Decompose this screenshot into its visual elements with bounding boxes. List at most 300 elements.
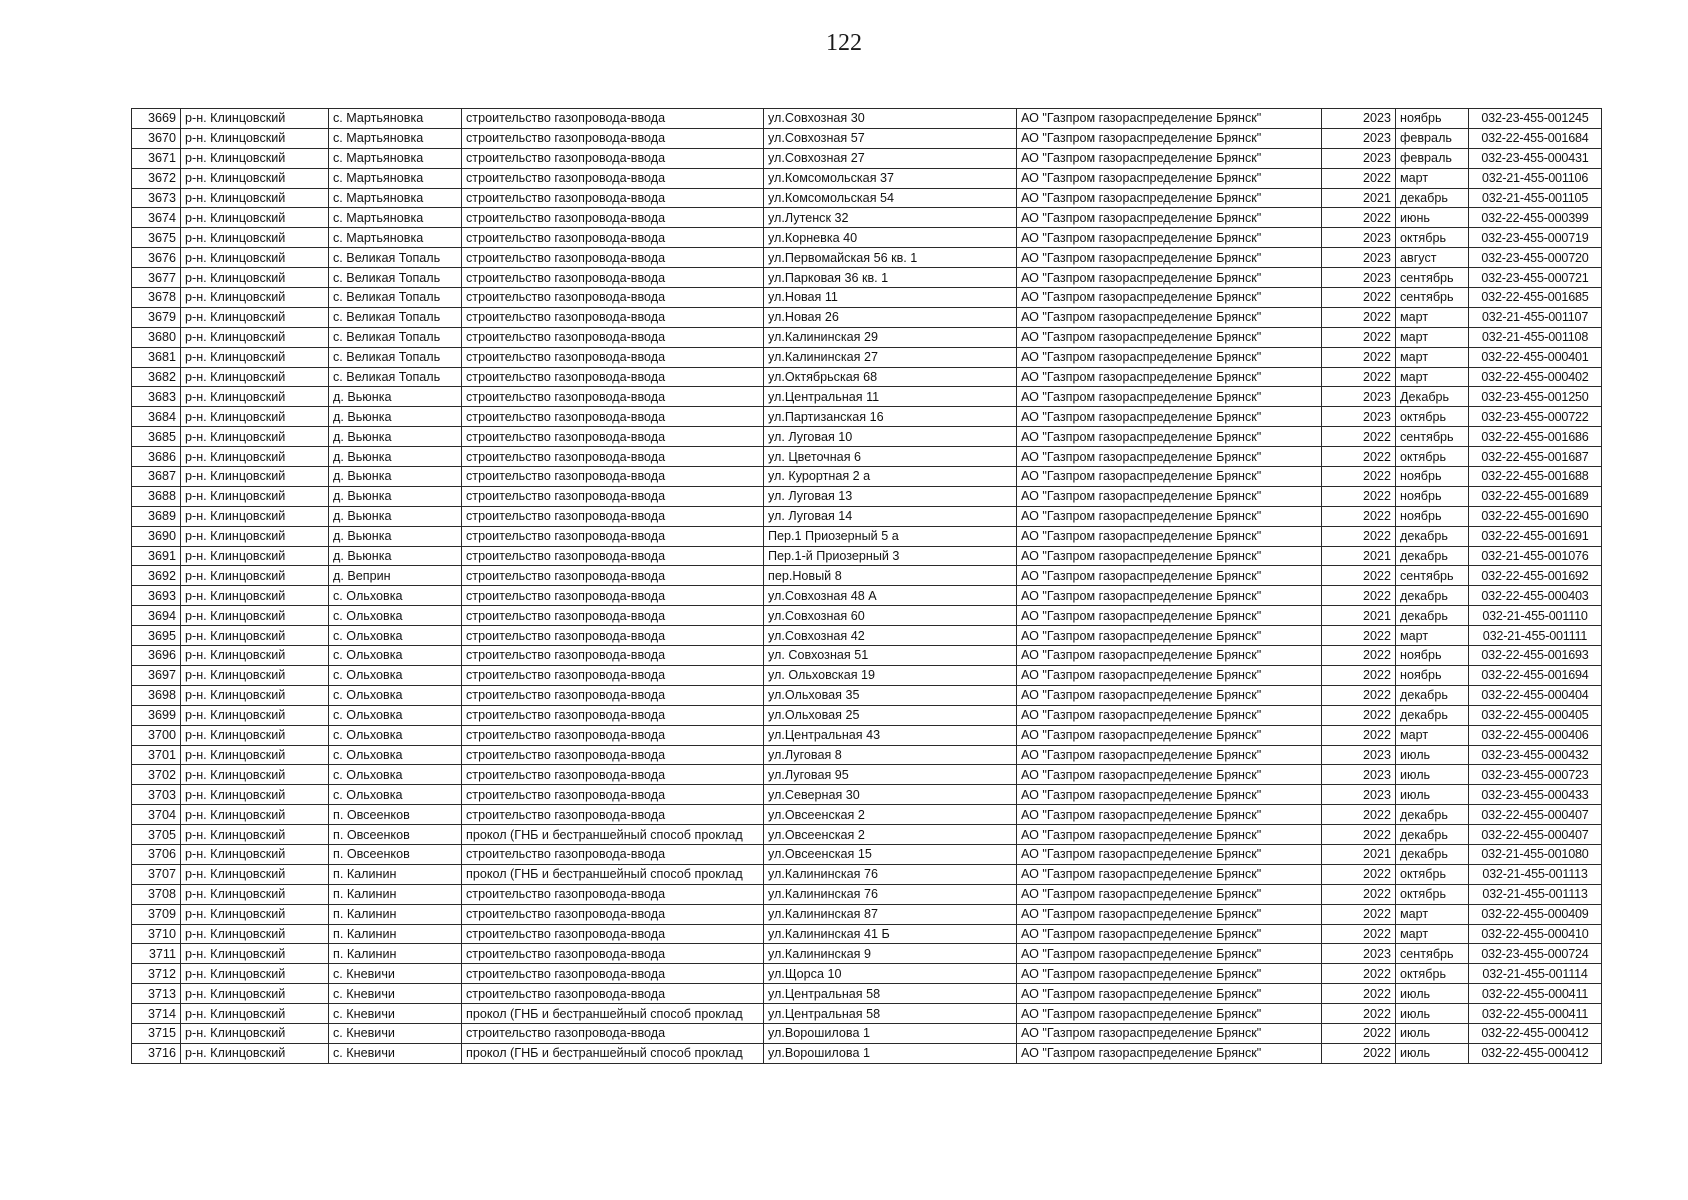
district-cell: р-н. Клинцовский: [181, 665, 329, 685]
address-cell: ул.Центральная 11: [764, 387, 1017, 407]
settlement-cell: с. Ольховка: [329, 745, 462, 765]
row-number: 3693: [132, 586, 181, 606]
month-cell: март: [1396, 725, 1469, 745]
month-cell: ноябрь: [1396, 506, 1469, 526]
organization-cell: АО "Газпром газораспределение Брянск": [1017, 944, 1322, 964]
district-cell: р-н. Клинцовский: [181, 447, 329, 467]
row-number: 3715: [132, 1023, 181, 1043]
work-type-cell: строительство газопровода-ввода: [462, 904, 764, 924]
address-cell: ул. Цветочная 6: [764, 447, 1017, 467]
settlement-cell: с. Великая Топаль: [329, 288, 462, 308]
organization-cell: АО "Газпром газораспределение Брянск": [1017, 1004, 1322, 1024]
year-cell: 2022: [1322, 566, 1396, 586]
row-number: 3701: [132, 745, 181, 765]
district-cell: р-н. Клинцовский: [181, 765, 329, 785]
year-cell: 2022: [1322, 1043, 1396, 1063]
settlement-cell: с. Мартьяновка: [329, 148, 462, 168]
code-cell: 032-23-455-000723: [1469, 765, 1602, 785]
table-row: [132, 1043, 1602, 1063]
code-cell: 032-22-455-000405: [1469, 705, 1602, 725]
settlement-cell: с. Великая Топаль: [329, 347, 462, 367]
district-cell: р-н. Клинцовский: [181, 725, 329, 745]
code-cell: 032-23-455-000722: [1469, 407, 1602, 427]
row-number: 3682: [132, 367, 181, 387]
address-cell: ул.Совхозная 48 А: [764, 586, 1017, 606]
settlement-cell: д. Вьюнка: [329, 506, 462, 526]
work-type-cell: строительство газопровода-ввода: [462, 387, 764, 407]
district-cell: р-н. Клинцовский: [181, 188, 329, 208]
organization-cell: АО "Газпром газораспределение Брянск": [1017, 128, 1322, 148]
register-body: [132, 109, 1602, 1064]
work-type-cell: строительство газопровода-ввода: [462, 984, 764, 1004]
organization-cell: АО "Газпром газораспределение Брянск": [1017, 1023, 1322, 1043]
row-number: 3675: [132, 228, 181, 248]
table-row: [132, 904, 1602, 924]
work-type-cell: строительство газопровода-ввода: [462, 785, 764, 805]
code-cell: 032-22-455-000403: [1469, 586, 1602, 606]
settlement-cell: с. Кневичи: [329, 964, 462, 984]
year-cell: 2022: [1322, 884, 1396, 904]
code-cell: 032-23-455-000721: [1469, 268, 1602, 288]
row-number: 3698: [132, 685, 181, 705]
row-number: 3710: [132, 924, 181, 944]
address-cell: ул.Калининская 76: [764, 864, 1017, 884]
row-number: 3684: [132, 407, 181, 427]
organization-cell: АО "Газпром газораспределение Брянск": [1017, 924, 1322, 944]
code-cell: 032-22-455-000411: [1469, 984, 1602, 1004]
work-type-cell: строительство газопровода-ввода: [462, 665, 764, 685]
year-cell: 2022: [1322, 626, 1396, 646]
row-number: 3688: [132, 486, 181, 506]
work-type-cell: строительство газопровода-ввода: [462, 805, 764, 825]
organization-cell: АО "Газпром газораспределение Брянск": [1017, 626, 1322, 646]
organization-cell: АО "Газпром газораспределение Брянск": [1017, 467, 1322, 487]
work-type-cell: строительство газопровода-ввода: [462, 248, 764, 268]
row-number: 3678: [132, 288, 181, 308]
table-row: [132, 109, 1602, 129]
organization-cell: АО "Газпром газораспределение Брянск": [1017, 606, 1322, 626]
district-cell: р-н. Клинцовский: [181, 984, 329, 1004]
year-cell: 2022: [1322, 924, 1396, 944]
code-cell: 032-23-455-000720: [1469, 248, 1602, 268]
address-cell: ул. Совхозная 51: [764, 646, 1017, 666]
table-row: [132, 546, 1602, 566]
table-row: [132, 387, 1602, 407]
month-cell: март: [1396, 307, 1469, 327]
row-number: 3672: [132, 168, 181, 188]
address-cell: ул.Центральная 58: [764, 1004, 1017, 1024]
district-cell: р-н. Клинцовский: [181, 148, 329, 168]
code-cell: 032-22-455-000409: [1469, 904, 1602, 924]
work-type-cell: строительство газопровода-ввода: [462, 327, 764, 347]
district-cell: р-н. Клинцовский: [181, 685, 329, 705]
month-cell: март: [1396, 327, 1469, 347]
year-cell: 2021: [1322, 546, 1396, 566]
organization-cell: АО "Газпром газораспределение Брянск": [1017, 407, 1322, 427]
organization-cell: АО "Газпром газораспределение Брянск": [1017, 745, 1322, 765]
code-cell: 032-21-455-001110: [1469, 606, 1602, 626]
organization-cell: АО "Газпром газораспределение Брянск": [1017, 268, 1322, 288]
year-cell: 2022: [1322, 964, 1396, 984]
settlement-cell: с. Ольховка: [329, 665, 462, 685]
work-type-cell: строительство газопровода-ввода: [462, 228, 764, 248]
address-cell: ул. Курортная 2 а: [764, 467, 1017, 487]
work-type-cell: строительство газопровода-ввода: [462, 626, 764, 646]
organization-cell: АО "Газпром газораспределение Брянск": [1017, 526, 1322, 546]
month-cell: март: [1396, 904, 1469, 924]
work-type-cell: строительство газопровода-ввода: [462, 546, 764, 566]
work-type-cell: строительство газопровода-ввода: [462, 486, 764, 506]
month-cell: Декабрь: [1396, 387, 1469, 407]
code-cell: 032-23-455-001250: [1469, 387, 1602, 407]
district-cell: р-н. Клинцовский: [181, 407, 329, 427]
district-cell: р-н. Клинцовский: [181, 884, 329, 904]
month-cell: март: [1396, 367, 1469, 387]
code-cell: 032-21-455-001107: [1469, 307, 1602, 327]
address-cell: ул.Ольховая 25: [764, 705, 1017, 725]
address-cell: ул.Луговая 8: [764, 745, 1017, 765]
address-cell: ул.Совхозная 27: [764, 148, 1017, 168]
code-cell: 032-23-455-000719: [1469, 228, 1602, 248]
district-cell: р-н. Клинцовский: [181, 566, 329, 586]
address-cell: ул.Совхозная 30: [764, 109, 1017, 129]
row-number: 3669: [132, 109, 181, 129]
settlement-cell: с. Великая Топаль: [329, 367, 462, 387]
month-cell: декабрь: [1396, 685, 1469, 705]
work-type-cell: строительство газопровода-ввода: [462, 407, 764, 427]
table-row: [132, 268, 1602, 288]
organization-cell: АО "Газпром газораспределение Брянск": [1017, 984, 1322, 1004]
row-number: 3694: [132, 606, 181, 626]
settlement-cell: с. Мартьяновка: [329, 168, 462, 188]
row-number: 3703: [132, 785, 181, 805]
work-type-cell: строительство газопровода-ввода: [462, 705, 764, 725]
table-row: [132, 646, 1602, 666]
organization-cell: АО "Газпром газораспределение Брянск": [1017, 228, 1322, 248]
year-cell: 2023: [1322, 765, 1396, 785]
address-cell: ул.Калининская 87: [764, 904, 1017, 924]
settlement-cell: с. Ольховка: [329, 725, 462, 745]
address-cell: ул.Ольховая 35: [764, 685, 1017, 705]
settlement-cell: п. Овсеенков: [329, 805, 462, 825]
settlement-cell: п. Калинин: [329, 884, 462, 904]
year-cell: 2023: [1322, 268, 1396, 288]
settlement-cell: д. Вьюнка: [329, 407, 462, 427]
month-cell: декабрь: [1396, 546, 1469, 566]
work-type-cell: строительство газопровода-ввода: [462, 307, 764, 327]
code-cell: 032-21-455-001076: [1469, 546, 1602, 566]
row-number: 3709: [132, 904, 181, 924]
address-cell: ул.Центральная 58: [764, 984, 1017, 1004]
work-type-cell: строительство газопровода-ввода: [462, 924, 764, 944]
year-cell: 2022: [1322, 486, 1396, 506]
code-cell: 032-23-455-000724: [1469, 944, 1602, 964]
address-cell: ул.Северная 30: [764, 785, 1017, 805]
organization-cell: АО "Газпром газораспределение Брянск": [1017, 447, 1322, 467]
month-cell: декабрь: [1396, 188, 1469, 208]
settlement-cell: с. Ольховка: [329, 785, 462, 805]
district-cell: р-н. Клинцовский: [181, 864, 329, 884]
settlement-cell: д. Вьюнка: [329, 526, 462, 546]
settlement-cell: с. Кневичи: [329, 1023, 462, 1043]
table-row: [132, 765, 1602, 785]
table-row: [132, 367, 1602, 387]
address-cell: ул.Калининская 41 Б: [764, 924, 1017, 944]
address-cell: ул. Луговая 14: [764, 506, 1017, 526]
work-type-cell: строительство газопровода-ввода: [462, 467, 764, 487]
district-cell: р-н. Клинцовский: [181, 586, 329, 606]
month-cell: июль: [1396, 1043, 1469, 1063]
month-cell: декабрь: [1396, 705, 1469, 725]
settlement-cell: д. Вьюнка: [329, 447, 462, 467]
address-cell: ул.Комсомольская 54: [764, 188, 1017, 208]
table-row: [132, 924, 1602, 944]
code-cell: 032-22-455-000407: [1469, 805, 1602, 825]
work-type-cell: строительство газопровода-ввода: [462, 148, 764, 168]
year-cell: 2022: [1322, 646, 1396, 666]
settlement-cell: с. Кневичи: [329, 1043, 462, 1063]
code-cell: 032-22-455-001685: [1469, 288, 1602, 308]
organization-cell: АО "Газпром газораспределение Брянск": [1017, 665, 1322, 685]
table-row: [132, 705, 1602, 725]
work-type-cell: строительство газопровода-ввода: [462, 288, 764, 308]
district-cell: р-н. Клинцовский: [181, 128, 329, 148]
district-cell: р-н. Клинцовский: [181, 606, 329, 626]
month-cell: сентябрь: [1396, 288, 1469, 308]
code-cell: 032-22-455-001688: [1469, 467, 1602, 487]
month-cell: сентябрь: [1396, 944, 1469, 964]
address-cell: ул.Новая 11: [764, 288, 1017, 308]
row-number: 3706: [132, 844, 181, 864]
year-cell: 2022: [1322, 665, 1396, 685]
year-cell: 2022: [1322, 208, 1396, 228]
month-cell: октябрь: [1396, 964, 1469, 984]
work-type-cell: строительство газопровода-ввода: [462, 168, 764, 188]
month-cell: ноябрь: [1396, 665, 1469, 685]
organization-cell: АО "Газпром газораспределение Брянск": [1017, 427, 1322, 447]
month-cell: март: [1396, 924, 1469, 944]
organization-cell: АО "Газпром газораспределение Брянск": [1017, 685, 1322, 705]
year-cell: 2023: [1322, 148, 1396, 168]
code-cell: 032-22-455-000410: [1469, 924, 1602, 944]
code-cell: 032-22-455-000407: [1469, 825, 1602, 845]
organization-cell: АО "Газпром газораспределение Брянск": [1017, 168, 1322, 188]
month-cell: сентябрь: [1396, 427, 1469, 447]
district-cell: р-н. Клинцовский: [181, 705, 329, 725]
year-cell: 2023: [1322, 944, 1396, 964]
row-number: 3708: [132, 884, 181, 904]
year-cell: 2022: [1322, 825, 1396, 845]
work-type-cell: строительство газопровода-ввода: [462, 347, 764, 367]
settlement-cell: с. Кневичи: [329, 1004, 462, 1024]
work-type-cell: строительство газопровода-ввода: [462, 447, 764, 467]
work-type-cell: строительство газопровода-ввода: [462, 725, 764, 745]
code-cell: 032-22-455-001694: [1469, 665, 1602, 685]
district-cell: р-н. Клинцовский: [181, 168, 329, 188]
district-cell: р-н. Клинцовский: [181, 208, 329, 228]
settlement-cell: с. Великая Топаль: [329, 248, 462, 268]
row-number: 3695: [132, 626, 181, 646]
district-cell: р-н. Клинцовский: [181, 904, 329, 924]
settlement-cell: с. Кневичи: [329, 984, 462, 1004]
district-cell: р-н. Клинцовский: [181, 387, 329, 407]
row-number: 3687: [132, 467, 181, 487]
table-row: [132, 665, 1602, 685]
code-cell: 032-21-455-001105: [1469, 188, 1602, 208]
address-cell: ул.Калининская 76: [764, 884, 1017, 904]
month-cell: март: [1396, 347, 1469, 367]
year-cell: 2022: [1322, 367, 1396, 387]
month-cell: июль: [1396, 765, 1469, 785]
work-type-cell: строительство газопровода-ввода: [462, 128, 764, 148]
settlement-cell: с. Ольховка: [329, 586, 462, 606]
settlement-cell: с. Мартьяновка: [329, 228, 462, 248]
settlement-cell: д. Веприн: [329, 566, 462, 586]
settlement-cell: с. Ольховка: [329, 765, 462, 785]
settlement-cell: с. Ольховка: [329, 606, 462, 626]
year-cell: 2022: [1322, 168, 1396, 188]
code-cell: 032-22-455-001690: [1469, 506, 1602, 526]
settlement-cell: с. Мартьяновка: [329, 128, 462, 148]
organization-cell: АО "Газпром газораспределение Брянск": [1017, 825, 1322, 845]
district-cell: р-н. Клинцовский: [181, 944, 329, 964]
code-cell: 032-22-455-001687: [1469, 447, 1602, 467]
month-cell: октябрь: [1396, 228, 1469, 248]
year-cell: 2023: [1322, 387, 1396, 407]
address-cell: ул.Октябрьская 68: [764, 367, 1017, 387]
organization-cell: АО "Газпром газораспределение Брянск": [1017, 367, 1322, 387]
district-cell: р-н. Клинцовский: [181, 526, 329, 546]
work-type-cell: строительство газопровода-ввода: [462, 844, 764, 864]
table-row: [132, 785, 1602, 805]
work-type-cell: строительство газопровода-ввода: [462, 964, 764, 984]
settlement-cell: с. Ольховка: [329, 705, 462, 725]
work-type-cell: строительство газопровода-ввода: [462, 685, 764, 705]
address-cell: ул.Овсеенская 15: [764, 844, 1017, 864]
table-row: [132, 725, 1602, 745]
work-type-cell: строительство газопровода-ввода: [462, 606, 764, 626]
address-cell: ул.Калининская 29: [764, 327, 1017, 347]
year-cell: 2022: [1322, 347, 1396, 367]
table-row: [132, 745, 1602, 765]
row-number: 3711: [132, 944, 181, 964]
code-cell: 032-21-455-001113: [1469, 884, 1602, 904]
month-cell: июль: [1396, 745, 1469, 765]
table-row: [132, 248, 1602, 268]
table-row: [132, 685, 1602, 705]
organization-cell: АО "Газпром газораспределение Брянск": [1017, 964, 1322, 984]
address-cell: ул.Ворошилова 1: [764, 1023, 1017, 1043]
district-cell: р-н. Клинцовский: [181, 109, 329, 129]
year-cell: 2022: [1322, 904, 1396, 924]
year-cell: 2021: [1322, 606, 1396, 626]
district-cell: р-н. Клинцовский: [181, 288, 329, 308]
row-number: 3674: [132, 208, 181, 228]
table-row: [132, 327, 1602, 347]
address-cell: ул.Первомайская 56 кв. 1: [764, 248, 1017, 268]
settlement-cell: с. Ольховка: [329, 646, 462, 666]
month-cell: февраль: [1396, 148, 1469, 168]
code-cell: 032-22-455-000406: [1469, 725, 1602, 745]
work-type-cell: прокол (ГНБ и бестраншейный способ проклад: [462, 1004, 764, 1024]
district-cell: р-н. Клинцовский: [181, 964, 329, 984]
code-cell: 032-22-455-000412: [1469, 1043, 1602, 1063]
row-number: 3697: [132, 665, 181, 685]
work-type-cell: строительство газопровода-ввода: [462, 506, 764, 526]
settlement-cell: с. Ольховка: [329, 626, 462, 646]
district-cell: р-н. Клинцовский: [181, 745, 329, 765]
address-cell: ул.Калининская 27: [764, 347, 1017, 367]
table-row: [132, 566, 1602, 586]
settlement-cell: с. Великая Топаль: [329, 307, 462, 327]
address-cell: ул.Центральная 43: [764, 725, 1017, 745]
table-row: [132, 526, 1602, 546]
settlement-cell: п. Калинин: [329, 904, 462, 924]
row-number: 3680: [132, 327, 181, 347]
row-number: 3692: [132, 566, 181, 586]
month-cell: март: [1396, 168, 1469, 188]
month-cell: октябрь: [1396, 407, 1469, 427]
work-type-cell: строительство газопровода-ввода: [462, 526, 764, 546]
code-cell: 032-22-455-000402: [1469, 367, 1602, 387]
address-cell: ул. Ольховская 19: [764, 665, 1017, 685]
month-cell: декабрь: [1396, 825, 1469, 845]
settlement-cell: с. Великая Топаль: [329, 327, 462, 347]
settlement-cell: д. Вьюнка: [329, 427, 462, 447]
month-cell: июль: [1396, 1023, 1469, 1043]
month-cell: октябрь: [1396, 864, 1469, 884]
code-cell: 032-22-455-000411: [1469, 1004, 1602, 1024]
year-cell: 2023: [1322, 407, 1396, 427]
year-cell: 2022: [1322, 526, 1396, 546]
district-cell: р-н. Клинцовский: [181, 626, 329, 646]
settlement-cell: с. Мартьяновка: [329, 188, 462, 208]
row-number: 3683: [132, 387, 181, 407]
table-row: [132, 626, 1602, 646]
table-row: [132, 964, 1602, 984]
work-type-cell: строительство газопровода-ввода: [462, 566, 764, 586]
table-row: [132, 825, 1602, 845]
district-cell: р-н. Клинцовский: [181, 924, 329, 944]
address-cell: ул.Ворошилова 1: [764, 1043, 1017, 1063]
code-cell: 032-22-455-000404: [1469, 685, 1602, 705]
year-cell: 2023: [1322, 248, 1396, 268]
work-type-cell: строительство газопровода-ввода: [462, 646, 764, 666]
table-row: [132, 148, 1602, 168]
month-cell: июль: [1396, 1004, 1469, 1024]
code-cell: 032-23-455-001245: [1469, 109, 1602, 129]
month-cell: март: [1396, 626, 1469, 646]
row-number: 3696: [132, 646, 181, 666]
year-cell: 2022: [1322, 725, 1396, 745]
district-cell: р-н. Клинцовский: [181, 327, 329, 347]
work-type-cell: прокол (ГНБ и бестраншейный способ проклад: [462, 1043, 764, 1063]
register-table: [131, 108, 1602, 1064]
month-cell: октябрь: [1396, 447, 1469, 467]
code-cell: 032-23-455-000431: [1469, 148, 1602, 168]
code-cell: 032-22-455-000412: [1469, 1023, 1602, 1043]
district-cell: р-н. Клинцовский: [181, 367, 329, 387]
year-cell: 2022: [1322, 685, 1396, 705]
work-type-cell: строительство газопровода-ввода: [462, 268, 764, 288]
month-cell: декабрь: [1396, 805, 1469, 825]
month-cell: ноябрь: [1396, 646, 1469, 666]
address-cell: Пер.1-й Приозерный 3: [764, 546, 1017, 566]
organization-cell: АО "Газпром газораспределение Брянск": [1017, 884, 1322, 904]
organization-cell: АО "Газпром газораспределение Брянск": [1017, 904, 1322, 924]
table-row: [132, 447, 1602, 467]
table-row: [132, 606, 1602, 626]
